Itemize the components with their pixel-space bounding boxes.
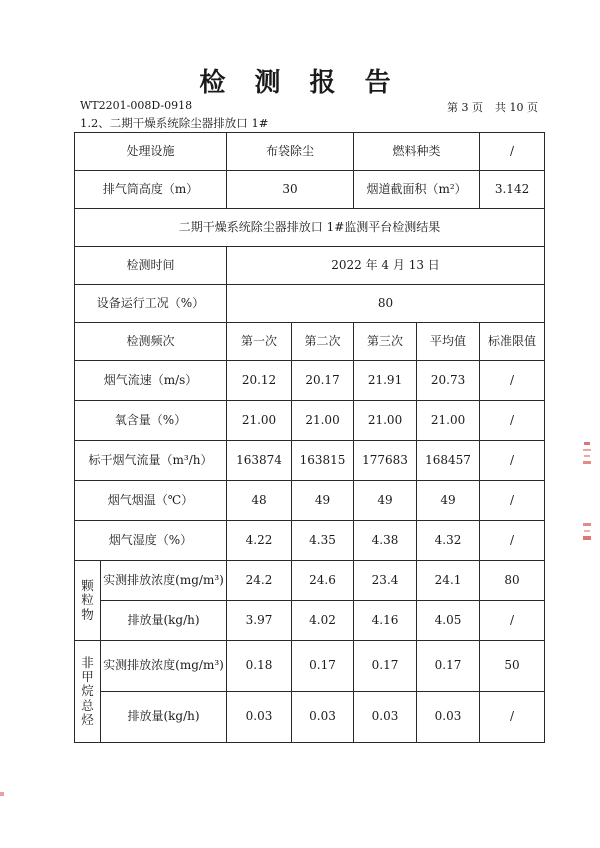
cell: 20.73 [417, 361, 480, 401]
fuel-value: / [480, 133, 545, 171]
row-label: 标干烟气流量（m³/h） [75, 441, 227, 481]
cell: 0.03 [292, 692, 354, 743]
cell: 49 [292, 481, 354, 521]
cell: 24.6 [292, 561, 354, 601]
row-label: 烟气流速（m/s） [75, 361, 227, 401]
table-row [75, 521, 545, 561]
cell: / [480, 521, 545, 561]
cell: 21.00 [417, 401, 480, 441]
cell: / [480, 361, 545, 401]
row-label: 实测排放浓度(mg/m³) [101, 641, 227, 692]
cell: 24.1 [417, 561, 480, 601]
group-name: 颗 粒 物 [81, 577, 94, 622]
cell: 0.17 [354, 641, 417, 692]
cell: 4.38 [354, 521, 417, 561]
frequency-label: 检测频次 [75, 323, 227, 361]
cell: 163874 [227, 441, 292, 481]
cell: 4.22 [227, 521, 292, 561]
date-value: 2022 年 4 月 13 日 [227, 247, 545, 285]
col-first: 第一次 [227, 323, 292, 361]
col-third: 第三次 [354, 323, 417, 361]
cell: 4.02 [292, 601, 354, 641]
cell: 0.03 [227, 692, 292, 743]
col-second: 第二次 [292, 323, 354, 361]
report-title: 检 测 报 告 [199, 68, 401, 98]
table-row [75, 401, 545, 441]
cell: 177683 [354, 441, 417, 481]
cell: 80 [480, 561, 545, 601]
info-row-1 [75, 133, 545, 171]
area-label: 烟道截面积（m²） [354, 171, 480, 209]
cell: 3.97 [227, 601, 292, 641]
cell: 20.12 [227, 361, 292, 401]
cell: 0.18 [227, 641, 292, 692]
table-row [75, 441, 545, 481]
cell: / [480, 441, 545, 481]
cell: 4.16 [354, 601, 417, 641]
cell: 4.32 [417, 521, 480, 561]
area-value: 3.142 [480, 171, 545, 209]
cell: / [480, 481, 545, 521]
info-row-2 [75, 171, 545, 209]
table-row [75, 481, 545, 521]
cell: 0.03 [354, 692, 417, 743]
column-header-row [75, 323, 545, 361]
cell: 21.00 [292, 401, 354, 441]
stack-height-label: 排气筒高度（m） [75, 171, 227, 209]
cell: / [480, 692, 545, 743]
cell: / [480, 401, 545, 441]
table-row [75, 361, 545, 401]
facility-label: 处理设施 [75, 133, 227, 171]
condition-row [75, 285, 545, 323]
row-label: 实测排放浓度(mg/m³) [101, 561, 227, 601]
page-total: 共 10 页 [495, 101, 538, 114]
edge-mark [0, 792, 4, 796]
table-row [75, 692, 545, 743]
date-label: 检测时间 [75, 247, 227, 285]
facility-value: 布袋除尘 [227, 133, 354, 171]
row-label: 烟气烟温（℃） [75, 481, 227, 521]
cell: 49 [417, 481, 480, 521]
page-number: 第 3 页 [447, 101, 483, 114]
cell: / [480, 601, 545, 641]
cell: 48 [227, 481, 292, 521]
table-row [75, 641, 545, 692]
seal-stamp-icon [580, 520, 594, 550]
cell: 49 [354, 481, 417, 521]
result-title: 二期干燥系统除尘器排放口 1#监测平台检测结果 [75, 209, 545, 247]
page-info [435, 99, 538, 115]
condition-label: 设备运行工况（%） [75, 285, 227, 323]
stack-height-value: 30 [227, 171, 354, 209]
row-label: 烟气湿度（%） [75, 521, 227, 561]
group-nmhc [75, 641, 101, 743]
cell: 20.17 [292, 361, 354, 401]
cell: 24.2 [227, 561, 292, 601]
condition-value: 80 [227, 285, 545, 323]
cell: 0.17 [417, 641, 480, 692]
row-label: 排放量(kg/h) [101, 692, 227, 743]
col-limit: 标准限值 [480, 323, 545, 361]
cell: 21.00 [354, 401, 417, 441]
cell: 23.4 [354, 561, 417, 601]
cell: 0.03 [417, 692, 480, 743]
cell: 0.17 [292, 641, 354, 692]
group-particulate [75, 561, 101, 641]
result-title-row [75, 209, 545, 247]
row-label: 氧含量（%） [75, 401, 227, 441]
table-row [75, 601, 545, 641]
cell: 50 [480, 641, 545, 692]
col-average: 平均值 [417, 323, 480, 361]
section-heading: 1.2、二期干燥系统除尘器排放口 1# [80, 116, 269, 130]
group-name: 非 甲 烷 总 烃 [81, 654, 94, 728]
cell: 21.91 [354, 361, 417, 401]
fuel-label: 燃料种类 [354, 133, 480, 171]
cell: 168457 [417, 441, 480, 481]
cell: 4.35 [292, 521, 354, 561]
cell: 4.05 [417, 601, 480, 641]
result-table [74, 132, 545, 743]
cell: 21.00 [227, 401, 292, 441]
report-number: WT2201-008D-0918 [80, 99, 193, 112]
row-label: 排放量(kg/h) [101, 601, 227, 641]
table-row [75, 561, 545, 601]
seal-stamp-icon [580, 440, 594, 470]
cell: 163815 [292, 441, 354, 481]
date-row [75, 247, 545, 285]
